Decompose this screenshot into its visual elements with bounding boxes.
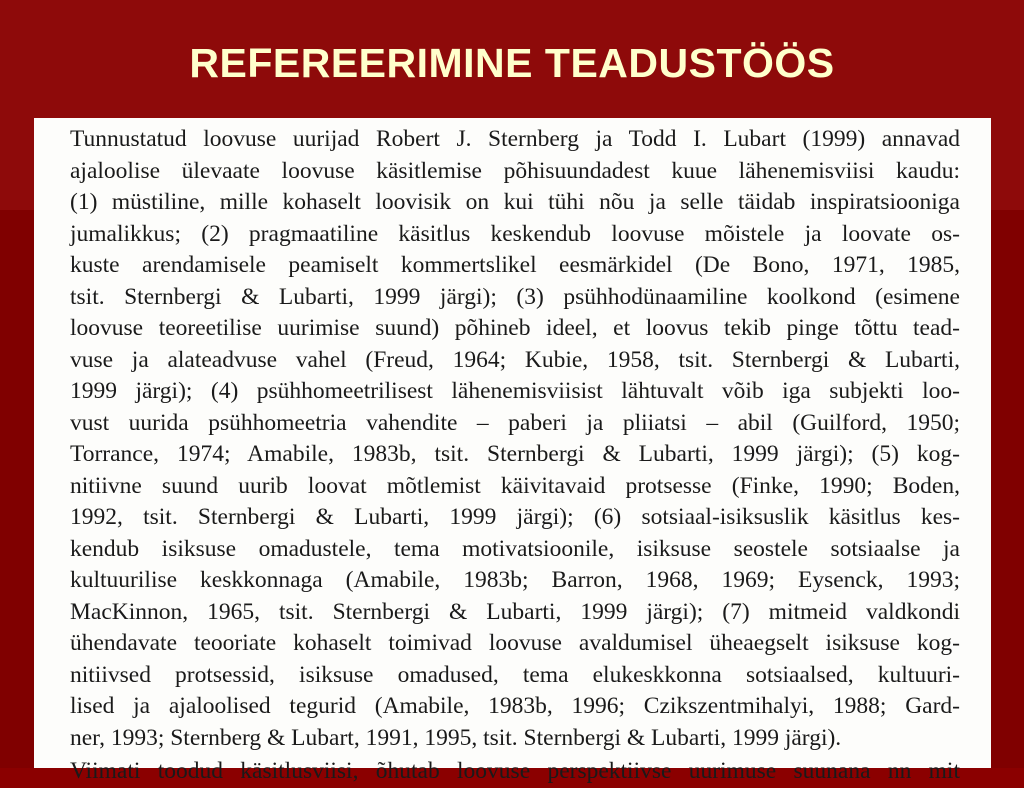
text-line: 1992, tsit. Sternbergi & Lubarti, 1999 järgi); (6) sotsiaal-isiksuslik käsitlus kes- xyxy=(70,504,960,530)
slide-title: REFEREERIMINE TEADUSTÖÖS xyxy=(189,40,835,86)
text-line: (1) müstiline, mille kohaselt loovisik on kui tühi nõu ja selle täidab inspiratsiooniga xyxy=(70,189,960,215)
text-line: ajaloolise ülevaate loovuse käsitlemise põhisuundadest kuue lähenemisviisi kaudu: xyxy=(70,157,960,184)
text-line: 1999 järgi); (4) psühhomeetrilisest lähenemisviisist lähtuvalt võib iga subjekti loo- xyxy=(70,378,960,404)
text-line: jumalikkus; (2) pragmaatiline käsitlus keskendub loovuse mõistele ja loovate os- xyxy=(70,220,960,247)
text-line: vuse ja alateadvuse vahel (Freud, 1964; Kubie, 1958, tsit. Sternbergi & Lubarti, xyxy=(70,346,960,373)
text-line: Torrance, 1974; Amabile, 1983b, tsit. Sternbergi & Lubarti, 1999 järgi); (5) kog- xyxy=(70,441,960,467)
text-line: kultuurilise keskkonnaga (Amabile, 1983b; Barron, 1968, 1969; Eysenck, 1993; xyxy=(70,567,960,593)
text-line: lised ja ajaloolised tegurid (Amabile, 1983b, 1996; Czikszentmihalyi, 1988; Gard- xyxy=(70,693,960,719)
text-line: vust uurida psühhomeetria vahendite – paberi ja pliiatsi – abil (Guilford, 1950; xyxy=(70,409,960,436)
text-line: kendub isiksuse omadustele, tema motivatsioonile, isiksuse seostele sotsiaalse ja xyxy=(70,535,960,562)
text-line: loovuse teoreetilise uurimise suund) põhineb ideel, et loovus tekib pinge tõttu tead- xyxy=(70,315,960,341)
text-line: ühendavate teooriate kohaselt toimivad loovuse avaldumisel üheaegselt isiksuse kog- xyxy=(70,630,960,656)
scanned-text-image xyxy=(34,118,991,784)
text-line: nitiivsed protsessid, isiksuse omadused, tema elukeskkonna sotsiaalsed, kultuuri- xyxy=(70,661,960,688)
cut-off-text-line: Viimati toodud käsitlusviisi, õhutab loovuse perspektiivse uurimuse suunana nn mit xyxy=(70,758,960,784)
text-line: tsit. Sternbergi & Lubarti, 1999 järgi); (3) psühhodünaamiline koolkond (esimene xyxy=(70,283,960,310)
text-line: ner, 1993; Sternberg & Lubart, 1991, 1995, tsit. Sternbergi & Lubarti, 1999 järgi). xyxy=(70,724,842,751)
text-line: nitiivne suund uurib loovat mõtlemist käivitavaid protsesse (Finke, 1990; Boden, xyxy=(70,472,960,499)
text-line: kuste arendamisele peamiselt kommertslikel eesmärkidel (De Bono, 1971, 1985, xyxy=(70,252,960,278)
text-line: Tunnustatud loovuse uurijad Robert J. Sternberg ja Todd I. Lubart (1999) annavad xyxy=(70,126,960,152)
scanned-paragraph xyxy=(70,124,960,754)
text-line: MacKinnon, 1965, tsit. Sternbergi & Lubarti, 1999 järgi); (7) mitmeid valdkondi xyxy=(70,598,960,625)
